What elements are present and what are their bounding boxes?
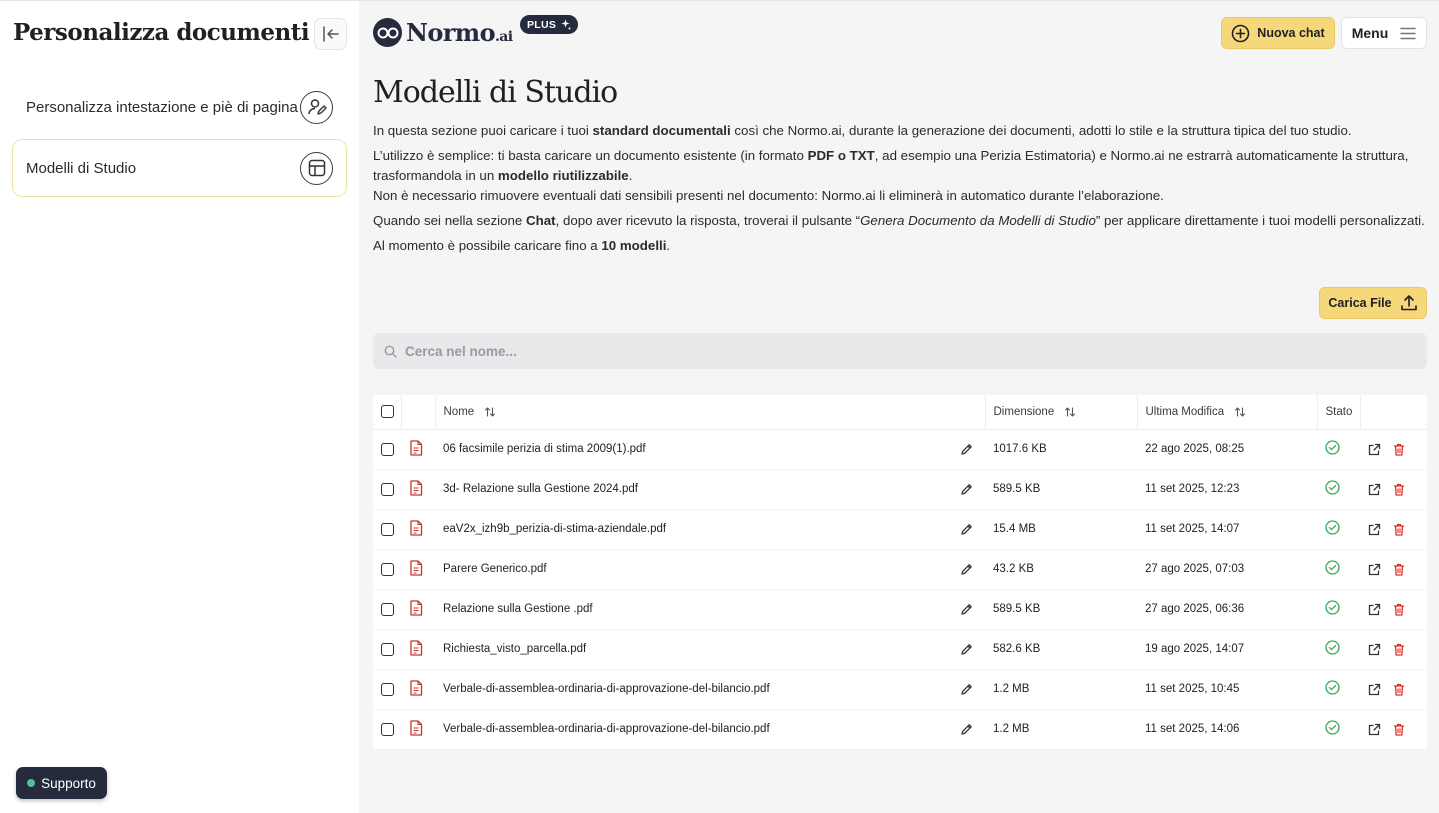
row-checkbox[interactable] bbox=[381, 563, 394, 576]
support-button[interactable] bbox=[16, 767, 107, 799]
search-icon bbox=[384, 345, 397, 358]
file-name: Relazione sulla Gestione .pdf bbox=[443, 603, 593, 615]
table-header-row bbox=[373, 395, 1427, 429]
support-label: Supporto bbox=[41, 775, 96, 791]
pencil-icon[interactable] bbox=[960, 443, 973, 456]
open-external-icon[interactable] bbox=[1368, 563, 1381, 576]
new-chat-label: Nuova chat bbox=[1257, 26, 1325, 40]
column-header-size[interactable]: Dimensione bbox=[985, 395, 1137, 429]
file-size: 15.4 MB bbox=[985, 509, 1137, 549]
main-content bbox=[359, 0, 1439, 813]
file-size: 589.5 KB bbox=[985, 469, 1137, 509]
trash-icon[interactable] bbox=[1393, 723, 1405, 736]
menu-button[interactable] bbox=[1341, 17, 1427, 49]
file-size: 582.6 KB bbox=[985, 629, 1137, 669]
column-header-name[interactable]: Nome bbox=[435, 395, 985, 429]
trash-icon[interactable] bbox=[1393, 683, 1405, 696]
check-circle-icon bbox=[1325, 440, 1340, 455]
intro-paragraph: L’utilizzo è semplice: ti basta caricare un documento esistente (in formato PDF o TXT, ad esempio una Perizia Estimatoria) e Normo.ai ne estrarrà automaticamente la struttura, trasformandola in un modello riutilizzabile. bbox=[373, 148, 1409, 183]
file-modified: 11 set 2025, 10:45 bbox=[1137, 669, 1317, 709]
open-external-icon[interactable] bbox=[1368, 603, 1381, 616]
file-modified: 22 ago 2025, 08:25 bbox=[1137, 429, 1317, 469]
sidebar-item-header-footer[interactable] bbox=[12, 78, 347, 136]
trash-icon[interactable] bbox=[1393, 443, 1405, 456]
file-size: 1017.6 KB bbox=[985, 429, 1137, 469]
pencil-icon[interactable] bbox=[960, 523, 973, 536]
trash-icon[interactable] bbox=[1393, 563, 1405, 576]
table-row[interactable] bbox=[373, 509, 1427, 549]
file-name: 06 facsimile perizia di stima 2009(1).pdf bbox=[443, 443, 646, 455]
sort-icon[interactable] bbox=[1234, 406, 1246, 418]
select-all-checkbox[interactable] bbox=[381, 405, 394, 418]
file-modified: 11 set 2025, 14:06 bbox=[1137, 709, 1317, 749]
file-name: Parere Generico.pdf bbox=[443, 563, 547, 575]
open-external-icon[interactable] bbox=[1368, 723, 1381, 736]
file-name: 3d- Relazione sulla Gestione 2024.pdf bbox=[443, 483, 638, 495]
file-name: Verbale-di-assemblea-ordinaria-di-approvazione-del-bilancio.pdf bbox=[443, 723, 770, 735]
file-size: 43.2 KB bbox=[985, 549, 1137, 589]
pencil-icon[interactable] bbox=[960, 643, 973, 656]
search-input[interactable] bbox=[405, 344, 1305, 359]
check-circle-icon bbox=[1325, 480, 1340, 495]
pdf-file-icon bbox=[409, 720, 423, 736]
check-circle-icon bbox=[1325, 640, 1340, 655]
hamburger-icon bbox=[1400, 27, 1416, 40]
table-row[interactable] bbox=[373, 429, 1427, 469]
check-circle-icon bbox=[1325, 680, 1340, 695]
pdf-file-icon bbox=[409, 600, 423, 616]
user-edit-icon bbox=[300, 91, 333, 124]
column-header-status: Stato bbox=[1317, 395, 1360, 429]
pencil-icon[interactable] bbox=[960, 723, 973, 736]
pencil-icon[interactable] bbox=[960, 683, 973, 696]
collapse-sidebar-button[interactable] bbox=[314, 18, 347, 50]
upload-file-button[interactable] bbox=[1319, 287, 1427, 319]
check-circle-icon bbox=[1325, 600, 1340, 615]
trash-icon[interactable] bbox=[1393, 523, 1405, 536]
file-size: 589.5 KB bbox=[985, 589, 1137, 629]
open-external-icon[interactable] bbox=[1368, 483, 1381, 496]
layout-icon bbox=[300, 152, 333, 185]
file-name: eaV2x_izh9b_perizia-di-stima-aziendale.pdf bbox=[443, 523, 667, 535]
check-circle-icon bbox=[1325, 720, 1340, 735]
sidebar-item-label: Modelli di Studio bbox=[26, 159, 137, 177]
row-checkbox[interactable] bbox=[381, 683, 394, 696]
file-modified: 19 ago 2025, 14:07 bbox=[1137, 629, 1317, 669]
sidebar-item-label: Personalizza intestazione e piè di pagina bbox=[26, 98, 298, 116]
search-bar bbox=[373, 333, 1427, 369]
check-circle-icon bbox=[1325, 560, 1340, 575]
sort-icon[interactable] bbox=[484, 406, 496, 418]
menu-label: Menu bbox=[1351, 25, 1389, 41]
intro-paragraph: In questa sezione puoi caricare i tuoi standard documentali così che Normo.ai, durante la generazione dei documenti, adotti lo stile e la struttura tipica del tuo studio. bbox=[373, 123, 1352, 138]
open-external-icon[interactable] bbox=[1368, 643, 1381, 656]
intro-text bbox=[373, 121, 1433, 261]
file-size: 1.2 MB bbox=[985, 709, 1137, 749]
page-title: Modelli di Studio bbox=[373, 75, 618, 110]
pdf-file-icon bbox=[409, 560, 423, 576]
upload-label: Carica File bbox=[1328, 296, 1392, 310]
intro-paragraph: Al momento è possibile caricare fino a 10 modelli. bbox=[373, 238, 671, 253]
collapse-left-icon bbox=[322, 26, 340, 42]
upload-icon bbox=[1400, 294, 1418, 312]
file-modified: 11 set 2025, 14:07 bbox=[1137, 509, 1317, 549]
intro-paragraph: Non è necessario rimuovere eventuali dati sensibili presenti nel documento: Normo.ai li eliminerà in automatico durante l’elaborazione. bbox=[373, 188, 1164, 203]
open-external-icon[interactable] bbox=[1368, 523, 1381, 536]
sort-icon[interactable] bbox=[1064, 406, 1076, 418]
table-row[interactable] bbox=[373, 549, 1427, 589]
table-row[interactable] bbox=[373, 669, 1427, 709]
sparkle-icon bbox=[560, 19, 571, 30]
online-status-icon bbox=[27, 779, 35, 787]
file-icon-header bbox=[401, 395, 435, 429]
pencil-icon[interactable] bbox=[960, 483, 973, 496]
file-size: 1.2 MB bbox=[985, 669, 1137, 709]
new-chat-button[interactable] bbox=[1221, 17, 1335, 49]
table-row[interactable] bbox=[373, 709, 1427, 749]
table-row[interactable] bbox=[373, 589, 1427, 629]
pencil-icon[interactable] bbox=[960, 603, 973, 616]
plus-badge: PLUS bbox=[520, 15, 578, 34]
pdf-file-icon bbox=[409, 680, 423, 696]
table-row[interactable] bbox=[373, 469, 1427, 509]
row-checkbox[interactable] bbox=[381, 443, 394, 456]
row-checkbox[interactable] bbox=[381, 643, 394, 656]
row-checkbox[interactable] bbox=[381, 523, 394, 536]
file-modified: 11 set 2025, 12:23 bbox=[1137, 469, 1317, 509]
owl-logo-icon bbox=[373, 18, 402, 47]
pdf-file-icon bbox=[409, 480, 423, 496]
trash-icon[interactable] bbox=[1393, 603, 1405, 616]
open-external-icon[interactable] bbox=[1368, 683, 1381, 696]
sidebar-title: Personalizza documenti bbox=[13, 19, 310, 46]
trash-icon[interactable] bbox=[1393, 643, 1405, 656]
normo-logo[interactable] bbox=[373, 18, 557, 47]
intro-paragraph: Quando sei nella sezione Chat, dopo aver ricevuto la risposta, troverai il pulsante “Genera Documento da Modelli di Studio” per applicare direttamente i tuoi modelli personalizzati. bbox=[373, 213, 1425, 228]
pencil-icon[interactable] bbox=[960, 563, 973, 576]
sidebar bbox=[0, 0, 359, 813]
column-header-modified[interactable]: Ultima Modifica bbox=[1137, 395, 1317, 429]
logo-text: Normo.ai bbox=[406, 18, 513, 47]
check-circle-icon bbox=[1325, 520, 1340, 535]
open-external-icon[interactable] bbox=[1368, 443, 1381, 456]
file-modified: 27 ago 2025, 06:36 bbox=[1137, 589, 1317, 629]
pdf-file-icon bbox=[409, 520, 423, 536]
row-checkbox[interactable] bbox=[381, 603, 394, 616]
files-table bbox=[373, 395, 1427, 750]
row-checkbox[interactable] bbox=[381, 723, 394, 736]
file-name: Richiesta_visto_parcella.pdf bbox=[443, 643, 587, 655]
file-modified: 27 ago 2025, 07:03 bbox=[1137, 549, 1317, 589]
sidebar-item-modelli-studio[interactable] bbox=[12, 139, 347, 197]
file-name: Verbale-di-assemblea-ordinaria-di-approvazione-del-bilancio.pdf bbox=[443, 683, 770, 695]
column-header-actions bbox=[1360, 395, 1427, 429]
trash-icon[interactable] bbox=[1393, 483, 1405, 496]
row-checkbox[interactable] bbox=[381, 483, 394, 496]
table-row[interactable] bbox=[373, 629, 1427, 669]
pdf-file-icon bbox=[409, 440, 423, 456]
pdf-file-icon bbox=[409, 640, 423, 656]
plus-circle-icon bbox=[1231, 24, 1250, 43]
